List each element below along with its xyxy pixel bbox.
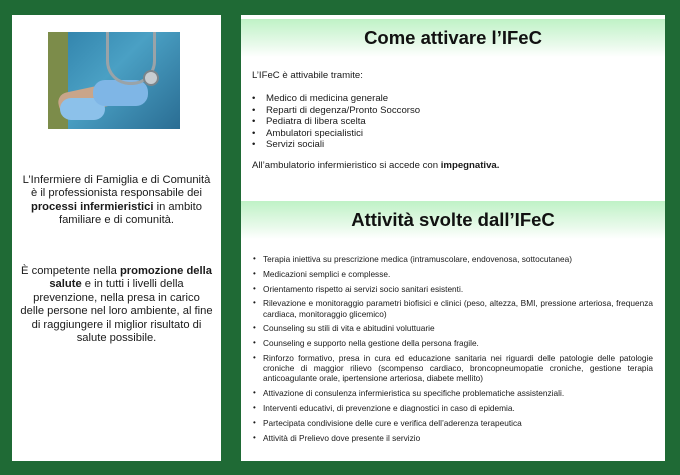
attivare-section xyxy=(252,70,652,172)
list-item: • Partecipata condivisione delle cure e verifica dell’aderenza terapeutica xyxy=(253,418,653,428)
attivita-header xyxy=(241,201,665,239)
list-item: • Attività di Prelievo dove presente il servizio xyxy=(253,433,653,443)
list-item: • Reparti di degenza/Pronto Soccorso xyxy=(252,105,652,116)
list-item: • Terapia iniettiva su prescrizione medica (intramuscolare, endovenosa, sottocutanea) xyxy=(253,254,653,264)
attivita-list xyxy=(253,254,653,447)
list-item: • Medico di medicina generale xyxy=(252,93,652,104)
list-item: • Pediatra di libera scelta xyxy=(252,116,652,127)
attivare-header xyxy=(241,19,665,57)
list-item: • Servizi sociali xyxy=(252,139,652,150)
attivare-title: Come attivare l’IFeC xyxy=(364,27,542,48)
access-note: All’ambulatorio infermieristico si accede con impegnativa. xyxy=(252,160,500,172)
attivita-title: Attività svolte dall’IFeC xyxy=(351,209,555,230)
list-item: • Rinforzo formativo, presa in cura ed educazione sanitaria nei riguardi delle patologie delle patologie croniche di maggior rilievo (scompenso cardiaco, broncopneumopatie croniche, gestione terapia anticoagulante orale, ipertensione arteriosa, diabete mellito) xyxy=(253,353,653,384)
left-panel xyxy=(12,15,221,461)
competence-paragraph: È competente nella promozione della salute e in tutti i livelli della prevenzione, nella presa in carico delle persone nel loro ambiente, al fine di raggiungere il miglior risultato di salute possibile. xyxy=(20,265,213,345)
intro-paragraph: L’Infermiere di Famiglia e di Comunità è il professionista responsabile dei processi infermieristici in ambito familiare e di comunità. xyxy=(22,174,211,227)
attivare-intro: L’IFeC è attivabile tramite: xyxy=(252,70,363,81)
nurse-photo xyxy=(48,32,180,129)
list-item: • Orientamento rispetto ai servizi socio sanitari esistenti. xyxy=(253,284,653,294)
list-item: • Rilevazione e monitoraggio parametri biofisici e clinici (peso, altezza, BMI, pressione arteriosa, frequenza cardiaca, monitoraggio glicemico) xyxy=(253,298,653,318)
list-item: • Ambulatori specialistici xyxy=(252,128,652,139)
list-item: • Interventi educativi, di prevenzione e diagnostici in caso di epidemia. xyxy=(253,403,653,413)
list-item: • Counseling e supporto nella gestione della persona fragile. xyxy=(253,338,653,348)
list-item: • Medicazioni semplici e complesse. xyxy=(253,269,653,279)
attivare-list xyxy=(252,93,652,150)
list-item: • Attivazione di consulenza infermieristica su specifiche problematiche assistenziali. xyxy=(253,388,653,398)
right-panel xyxy=(241,15,665,461)
list-item: • Counseling su stili di vita e abitudini voluttuarie xyxy=(253,323,653,333)
